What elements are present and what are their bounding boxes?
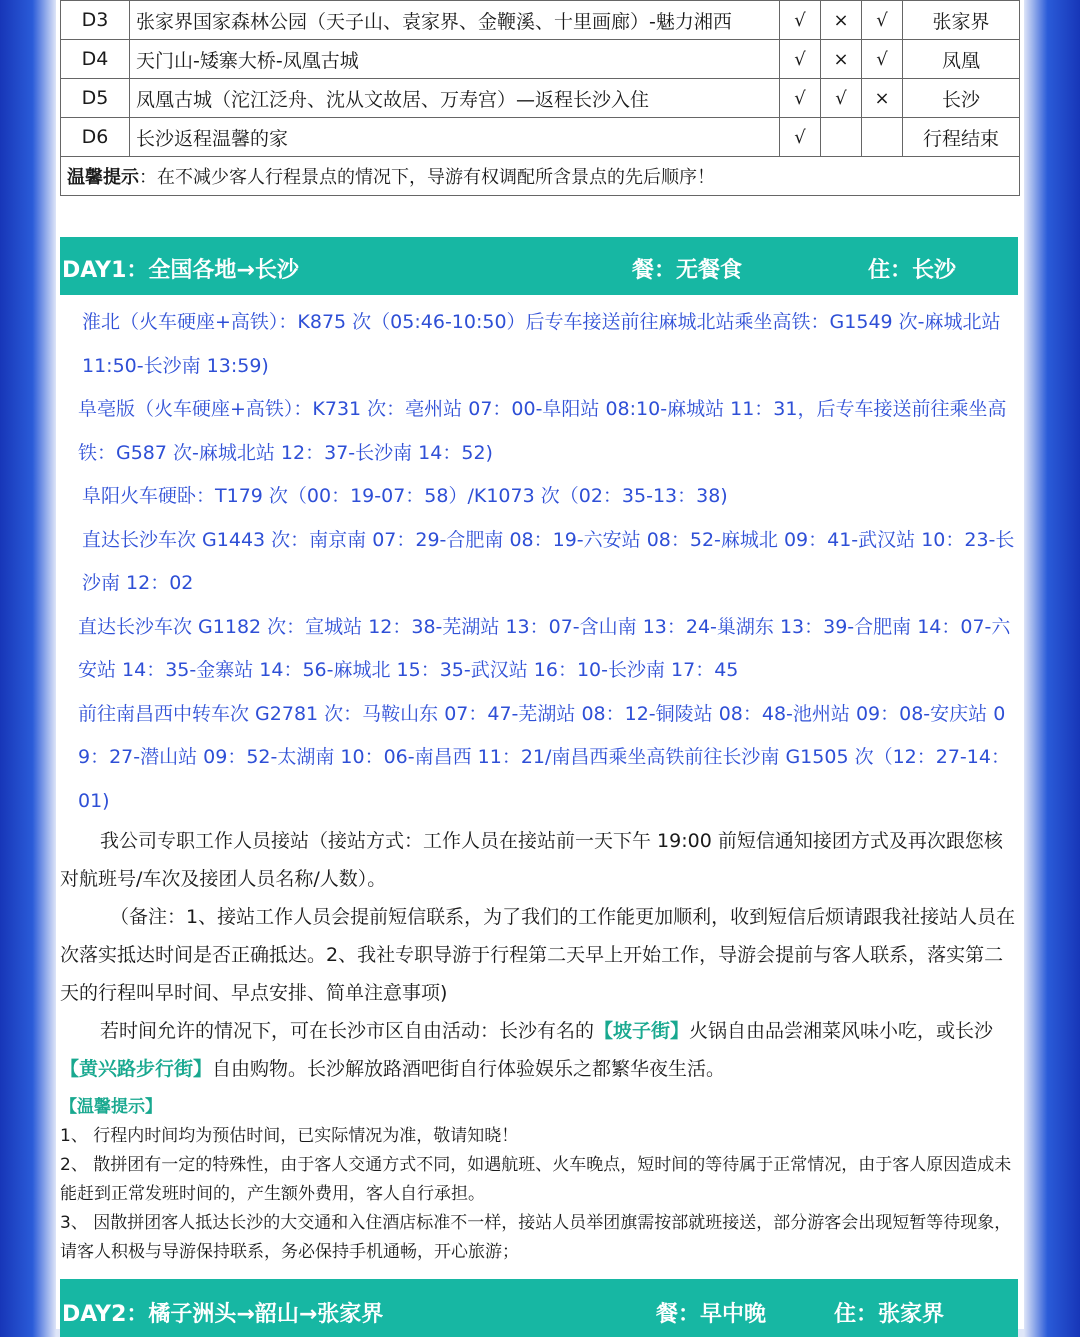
dinner-cell: √ (862, 40, 903, 79)
document-page (56, 0, 1024, 1329)
breakfast-cell: √ (780, 118, 821, 157)
free-time-text: 自由购物。长沙解放路酒吧街自行体验娱乐之都繁华夜生活。 (212, 1058, 726, 1080)
train-option: 直达长沙车次 G1443 次：南京南 07：29-合肥南 08：19-六安站 08：52-麻城北 09：41-武汉站 10：23-长沙南 12：02 (82, 528, 1015, 594)
day1-stay: 住：长沙 (868, 258, 957, 283)
route-cell: 天门山-矮寨大桥-凤凰古城 (130, 40, 780, 79)
day-cell: D5 (61, 79, 130, 118)
day1-description (60, 822, 1018, 1088)
day1-banner (60, 237, 1018, 295)
lunch-cell: √ (821, 79, 862, 118)
free-time-text: 火锅自由品尝湘菜风味小吃，或长沙 (689, 1020, 994, 1042)
train-option: 直达长沙车次 G1182 次：宣城站 12：38-芜湖站 13：07-含山南 13：24-巢湖东 13：39-合肥南 14：07-六安站 14：35-金寨站 14：56-麻城北 15：35-武汉站 16：10-长沙南 17：45 (78, 615, 1011, 681)
lunch-cell: × (821, 1, 862, 40)
day1-tips (60, 1093, 1018, 1267)
stay-cell: 张家界 (903, 1, 1020, 40)
tip-text: ：在不减少客人行程景点的情况下，导游有权调配所含景点的先后顺序！ (139, 167, 715, 188)
day2-stay: 住：张家界 (834, 1302, 945, 1327)
pozi-street-highlight: 【坡子街】 (594, 1020, 690, 1042)
huangxing-road-highlight: 【黄兴路步行街】 (60, 1058, 213, 1080)
table-row (61, 40, 1020, 79)
day-cell: D3 (61, 1, 130, 40)
stay-cell: 长沙 (903, 79, 1020, 118)
route-cell: 长沙返程温馨的家 (130, 118, 780, 157)
lunch-cell (821, 118, 862, 157)
route-cell: 凤凰古城（沱江泛舟、沈从文故居、万寿宫）—返程长沙入住 (130, 79, 780, 118)
pickup-paragraph: 我公司专职工作人员接站（接站方式：工作人员在接站前一天下午 19:00 前短信通知接团方式及再次跟您核对航班号/车次及接团人员名称/人数）。 (60, 830, 1003, 890)
tip-item: 1、 行程内时间均为预估时间，已实际情况为准，敬请知晓！ (60, 1126, 519, 1146)
dinner-cell: √ (862, 1, 903, 40)
day-cell: D4 (61, 40, 130, 79)
train-option: 淮北（火车硬座+高铁）：K875 次（05:46-10:50）后专车接送前往麻城北站乘坐高铁：G1549 次-麻城北站 11:50-长沙南 13:59) (82, 311, 1001, 377)
train-option: 阜阳火车硬卧：T179 次（00：19-07：58）/K1073 次（02：35-13：38) (82, 485, 728, 507)
table-row (61, 1, 1020, 40)
day2-title: DAY2：橘子洲头→韶山→张家界 (62, 1302, 384, 1327)
day-cell: D6 (61, 118, 130, 157)
table-row (61, 79, 1020, 118)
day1-meals: 餐：无餐食 (632, 258, 743, 283)
table-row (61, 118, 1020, 157)
tip-item: 3、 因散拼团客人抵达长沙的大交通和入住酒店标准不一样，接站人员举团旗需按部就班接送，部分游客会出现短暂等待现象，请客人积极与导游保持联系，务必保持手机通畅，开心旅游； (60, 1213, 1012, 1262)
train-options (56, 301, 1024, 823)
schedule-tip (61, 157, 1020, 196)
route-cell: 张家界国家森林公园（天子山、袁家界、金鞭溪、十里画廊）-魅力湘西 (130, 1, 780, 40)
breakfast-cell: √ (780, 1, 821, 40)
day2-banner (60, 1279, 1018, 1337)
note-paragraph: （备注：1、接站工作人员会提前短信联系，为了我们的工作能更加顺利，收到短信后烦请跟我社接站人员在次落实抵达时间是否正确抵达。2、我社专职导游于行程第二天早上开始工作，导游会提前与客人联系，落实第二天的行程叫早时间、早点安排、简单注意事项) (60, 906, 1016, 1004)
tip-label: 温馨提示 (67, 167, 139, 188)
breakfast-cell: √ (780, 79, 821, 118)
lunch-cell: × (821, 40, 862, 79)
stay-cell: 凤凰 (903, 40, 1020, 79)
dinner-cell: × (862, 79, 903, 118)
train-option: 前往南昌西中转车次 G2781 次：马鞍山东 07：47-芜湖站 08：12-铜陵站 08：48-池州站 09：08-安庆站 09：27-潜山站 09：52-太湖南 10：06-南昌西 11：21/南昌西乘坐高铁前往长沙南 G1505 次（12：27-14：01) (78, 702, 1010, 812)
train-option: 阜亳版（火车硬座+高铁）：K731 次：亳州站 07：00-阜阳站 08:10-麻城站 11：31，后专车接送前往乘坐高铁：G587 次-麻城北站 12：37-长沙南 14：52) (78, 398, 1007, 464)
free-time-text: 若时间允许的情况下，可在长沙市区自由活动：长沙有名的 (100, 1020, 595, 1042)
tips-heading: 【温馨提示】 (60, 1097, 162, 1117)
breakfast-cell: √ (780, 40, 821, 79)
itinerary-table (60, 0, 1020, 196)
tip-item: 2、 散拼团有一定的特殊性，由于客人交通方式不同，如遇航班、火车晚点，短时间的等待属于正常情况，由于客人原因造成未能赶到正常发班时间的，产生额外费用，客人自行承担。 (60, 1155, 1012, 1204)
day2-meals: 餐：早中晚 (656, 1302, 767, 1327)
dinner-cell (862, 118, 903, 157)
day1-title: DAY1：全国各地→长沙 (62, 258, 299, 283)
stay-cell: 行程结束 (903, 118, 1020, 157)
table-row (61, 157, 1020, 196)
free-time-paragraph (60, 1012, 1018, 1088)
